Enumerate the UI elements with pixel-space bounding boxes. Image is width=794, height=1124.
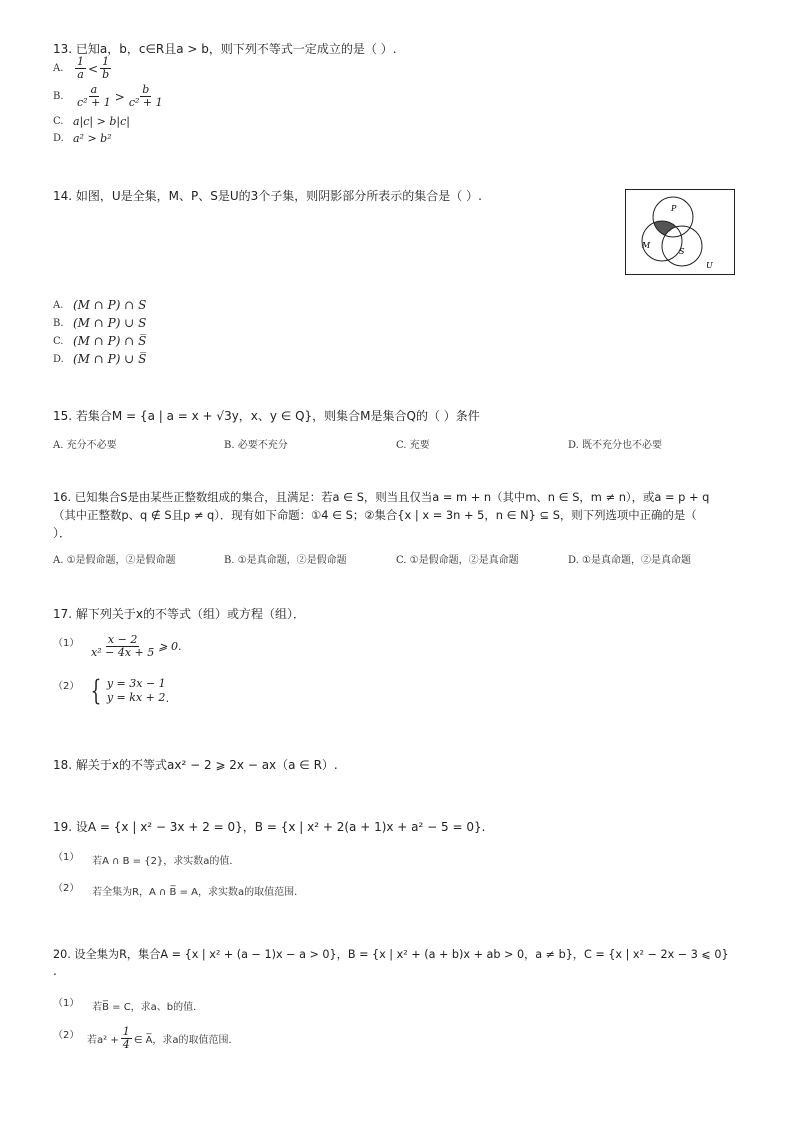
q19-part2: （2） 若全集为R，A ∩ B̅ = A，求实数a的取值范围． [53,879,304,899]
fraction: $\frac{x - 2}{\text{x² − 4x + 5}}$ [91,633,155,659]
q20-stem-end: . [53,964,57,978]
part-label: （2） [53,883,80,894]
q14-stem: 14. 如图，U是全集，M、P、S是U的3个子集，则阴影部分所表示的集合是（ ）. [53,189,482,203]
option-label: B. [53,317,64,329]
option-label: A. [53,299,64,311]
venn-diagram [625,189,735,275]
q16-line1: 16. 已知集合S是由某些正整数组成的集合，且满足：若a ∈ S，则当且仅当a = m + n（其中m、n ∈ S，m ≠ n），或a = p + q [53,490,710,504]
option-label: D. [53,353,64,365]
q13-option-a: A. $\frac{1}{a}$ < $\frac{1}{b}$ [53,55,110,81]
brace-icon: { [90,674,102,707]
q15-option-d: D. 既不充分也不必要 [568,440,663,451]
q16-option-c: C. ①是假命题，②是真命题 [396,555,519,566]
q13-option-b: B. $\frac{a}{\text{c² + 1}}$ > $\frac{b}{\text{c² + 1}}$ [53,83,163,109]
q15-option-a: A. 充分不必要 [53,440,117,451]
q17-part1: （1） $\frac{x - 2}{\text{x² − 4x + 5}}$ ⩾ 0. [53,633,182,659]
q16-line3: ）． [53,526,72,540]
q15-stem: 15. 若集合M = {a | a = x + √3y，x、y ∈ Q}，则集合M是集合Q的（ ）条件 [53,409,480,423]
q19-stem: 19. 设A = {x | x² − 3x + 2 = 0}，B = {x | x² + 2(a + 1)x + a² − 5 = 0}. [53,820,486,834]
option-label: A. [53,63,64,74]
part-label: （2） [53,1030,80,1041]
q15-option-b: B. 必要不充分 [224,440,288,451]
q20-part1: （1） 若B̅ = C，求a、b的值． [53,994,203,1014]
q17-stem: 17. 解下列关于x的不等式（组）或方程（组）． [53,607,306,621]
q16-option-b: B. ①是真命题，②是假命题 [224,555,347,566]
q17-part2 [53,674,170,707]
fraction: $\frac{1}{a}$ [77,55,84,81]
equation-system: { y = 3x − 1 y = kx + 2 . [90,674,170,707]
q20-part2: （2） 若a² + $\frac{1}{4}$ ∈ A̅，求a的取值范围． [53,1025,239,1051]
label-p: P [671,204,677,213]
part-label: （1） [53,638,80,649]
part-label: （1） [53,852,80,863]
option-label: D. [53,133,64,144]
option-label: B. [53,91,64,102]
q19-part1: （1） 若A ∩ B = {2}，求实数a的值． [53,848,239,868]
q14-option-d: D. (M ∩ P) ∪ S̅ [53,352,147,366]
q16-option-a: A. ①是假命题，②是假命题 [53,555,176,566]
q14-option-b: B. (M ∩ P) ∪ S [53,316,147,330]
q13-option-c: C. a|c| > b|c| [53,115,130,128]
q16-line2: （其中正整数p、q ∉ S且p ≠ q）．现有如下命题：①4 ∈ S；②集合{x | x = 3n + 5，n ∈ N} ⊆ S，则下列选项中正确的是（ [53,508,697,522]
part-label: （1） [53,998,80,1009]
q16-option-d: D. ①是真命题，②是真命题 [568,555,691,566]
option-label: C. [53,116,64,127]
fraction: $\frac{1}{b}$ [102,55,110,81]
label-s: S [679,247,685,256]
part-label: （2） [53,681,80,692]
label-u: U [706,261,713,270]
q13-option-d: D. a² > b² [53,132,112,145]
q13-stem: 13. 已知a，b，c∈R且a > b，则下列不等式一定成立的是（ ）. [53,42,397,56]
label-m: M [642,241,651,250]
q18-stem: 18. 解关于x的不等式ax² − 2 ⩾ 2x − ax（a ∈ R）. [53,758,338,772]
q14-option-c: C. (M ∩ P) ∩ S̅ [53,334,147,348]
circle-s [662,226,702,266]
fraction: $\frac{a}{\text{c² + 1}}$ [77,83,111,109]
q15-option-c: C. 充要 [396,440,430,451]
fraction: $\frac{b}{\text{c² + 1}}$ [128,83,163,109]
q20-stem: 20. 设全集为R，集合A = {x | x² + (a − 1)x − a > 0}，B = {x | x² + (a + b)x + ab > 0，a ≠ b}，C = {x | x² − 2x − 3 ⩽ 0} [53,948,729,961]
fraction: $\frac{1}{4}$ [122,1025,130,1051]
venn-svg [626,190,734,274]
option-label: C. [53,335,64,347]
q14-option-a: A. (M ∩ P) ∩ S [53,298,147,312]
